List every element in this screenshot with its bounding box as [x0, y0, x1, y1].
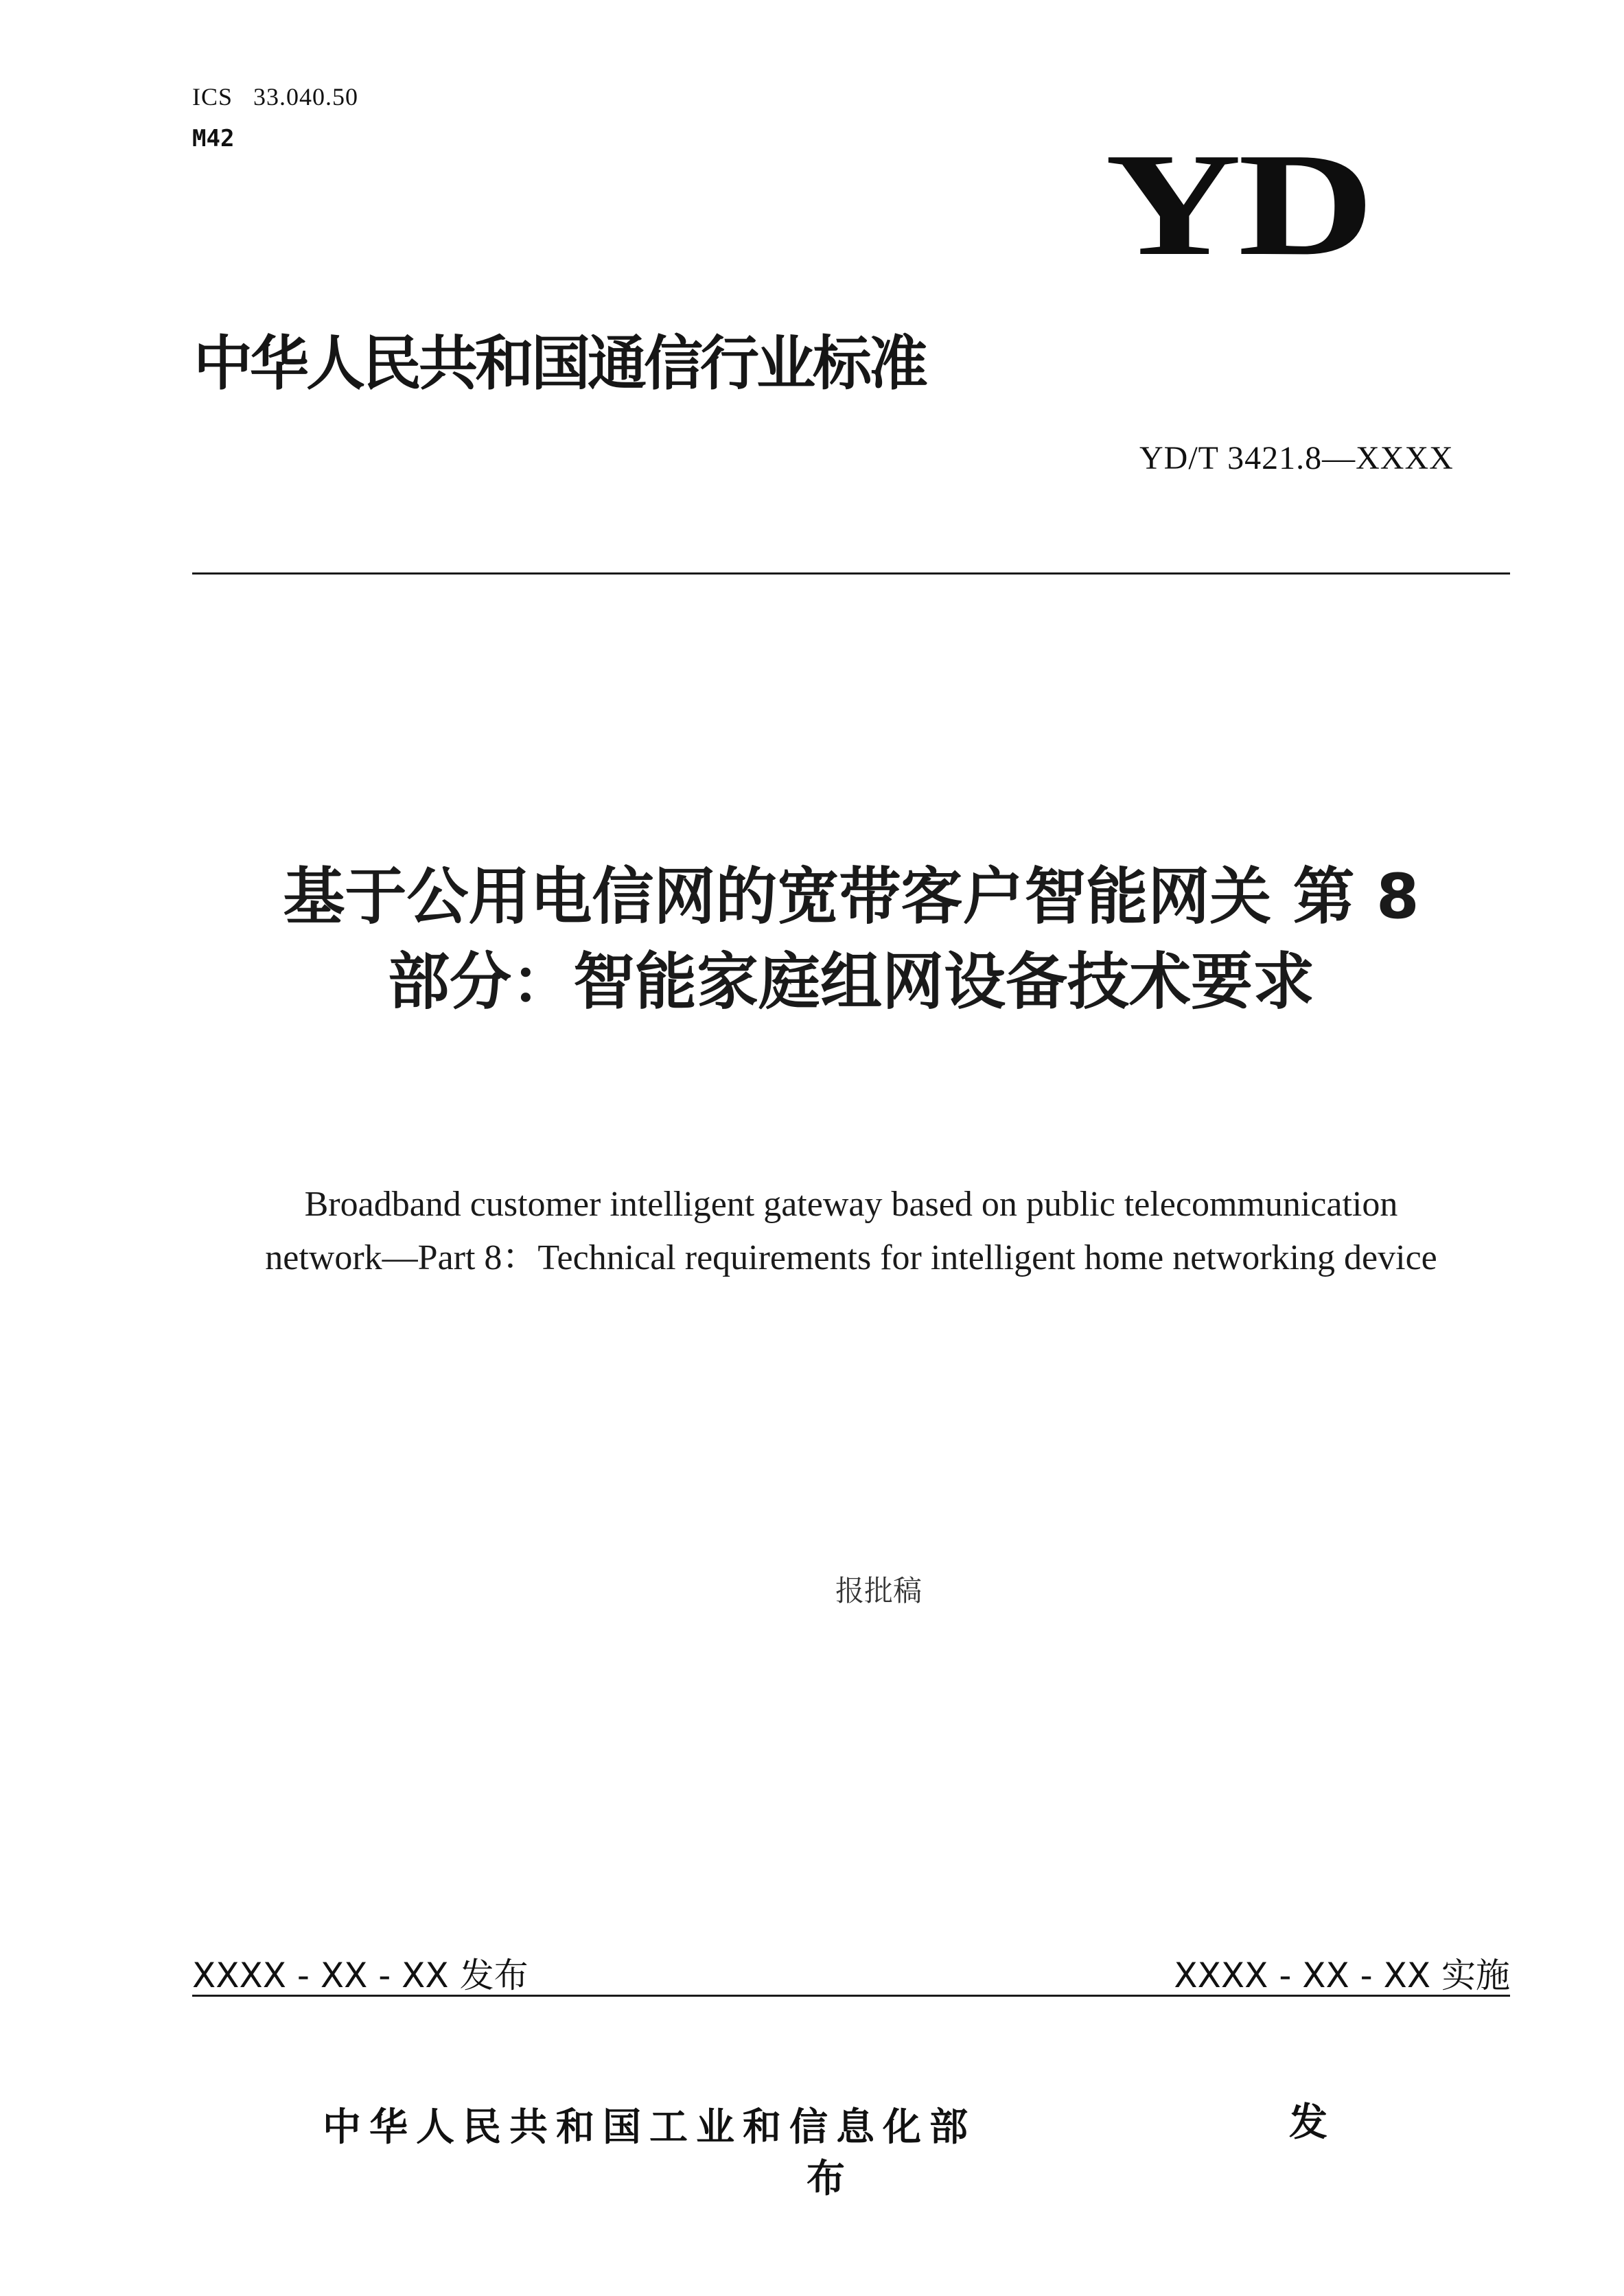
standard-category-title: 中华人民共和国通信行业标准 — [194, 329, 925, 398]
ccs-code: M42 — [192, 125, 235, 152]
chinese-title — [192, 855, 1510, 1025]
issue-word-part-1: 发 — [1289, 2100, 1327, 2145]
english-title-line-1: Broadband customer intelligent gateway based on public telecommunication — [304, 1185, 1398, 1224]
english-title-line-2: network—Part 8：Technical requirements for intelligent home networking device — [265, 1238, 1437, 1277]
chinese-title-line-2: 部分：智能家庭组网设备技术要求 — [388, 946, 1314, 1018]
draft-stage: 报批稿 — [835, 1574, 922, 1608]
issuing-authority: 中华人民共和国工业和信息化部 — [323, 2105, 976, 2150]
yd-logo: YD — [1105, 122, 1371, 286]
bottom-divider — [192, 1995, 1510, 1997]
publish-date: XXXX - XX - XX 发布 — [192, 1956, 529, 1995]
chinese-title-line-1: 基于公用电信网的宽带客户智能网关 第 8 — [283, 861, 1419, 933]
english-title — [192, 1178, 1510, 1285]
standard-number: YD/T 3421.8—XXXX — [1139, 440, 1454, 476]
issue-word-part-2: 布 — [807, 2157, 845, 2201]
top-divider — [192, 572, 1510, 575]
ics-code: ICS 33.040.50 — [192, 83, 359, 111]
implement-date: XXXX - XX - XX 实施 — [1174, 1956, 1510, 1995]
